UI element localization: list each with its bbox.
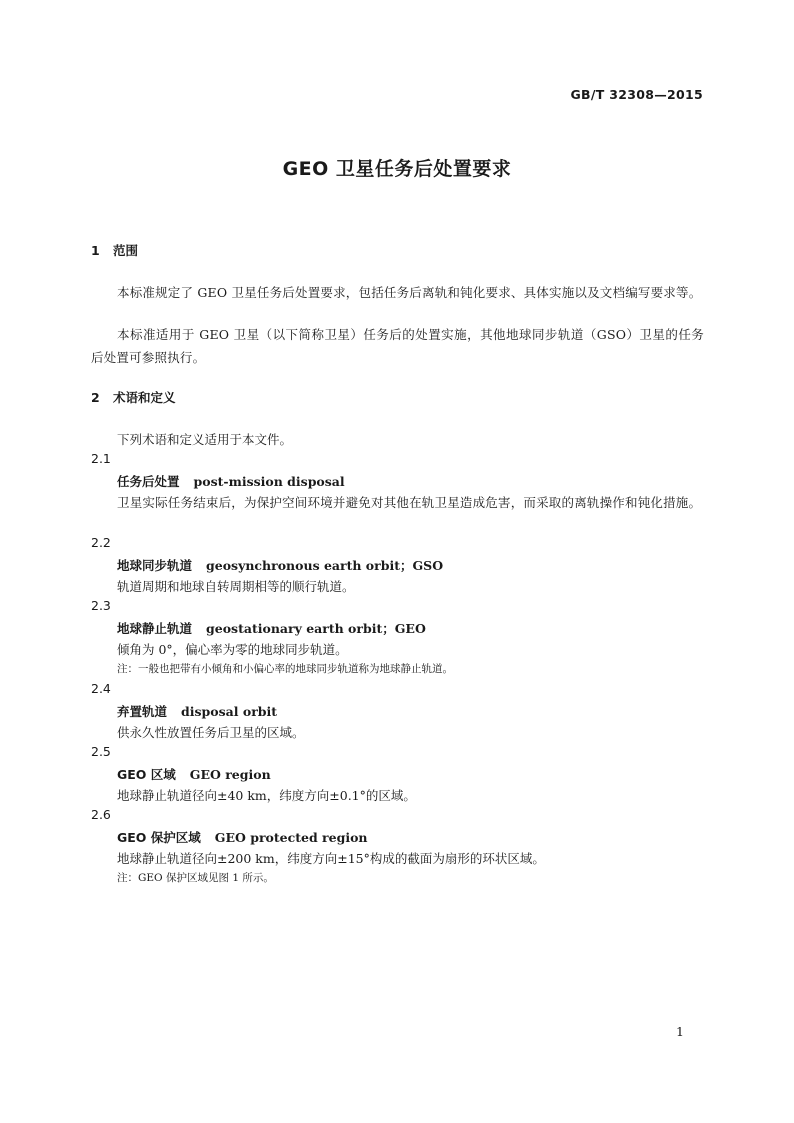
term-2-3-en: geostationary earth orbit；GEO xyxy=(206,621,426,636)
term-2-5-en: GEO region xyxy=(189,767,271,782)
section-2-number: 2 xyxy=(91,390,100,405)
term-2-2-zh: 地球同步轨道 xyxy=(117,558,193,573)
term-2-2-definition: 轨道周期和地球自转周期相等的顺行轨道。 xyxy=(117,579,355,594)
term-2-2-number: 2.2 xyxy=(91,535,111,550)
term-2-5-number: 2.5 xyxy=(91,744,111,759)
term-2-6-en: GEO protected region xyxy=(214,830,368,845)
term-2-4-definition: 供永久性放置任务后卫星的区域。 xyxy=(117,725,305,740)
term-2-6 xyxy=(117,828,368,846)
term-2-1-en: post-mission disposal xyxy=(193,474,345,489)
term-2-6-note: 注：GEO 保护区域见图 1 所示。 xyxy=(117,872,274,884)
term-2-4-zh: 弃置轨道 xyxy=(117,704,168,719)
term-2-1-zh: 任务后处置 xyxy=(117,474,180,489)
term-2-3-definition: 倾角为 0°，偏心率为零的地球同步轨道。 xyxy=(117,642,348,657)
section-1-paragraph-2: 本标准适用于 GEO 卫星（以下简称卫星）任务后的处置实施，其他地球同步轨道（GSO）卫星的任务后处置可参照执行。 xyxy=(91,327,704,365)
section-2-title: 术语和定义 xyxy=(113,390,176,405)
term-2-6-number: 2.6 xyxy=(91,807,111,822)
term-2-3 xyxy=(117,619,426,637)
section-1-paragraph-1: 本标准规定了 GEO 卫星任务后处置要求，包括任务后离轨和钝化要求、具体实施以及文档编写要求等。 xyxy=(117,285,702,300)
section-1-title: 范围 xyxy=(113,243,139,258)
section-1-heading xyxy=(91,241,138,259)
term-2-2 xyxy=(117,556,443,574)
term-2-1-number: 2.1 xyxy=(91,451,111,466)
term-2-1 xyxy=(117,472,345,490)
term-2-6-definition: 地球静止轨道径向±200 km，纬度方向±15°构成的截面为扇形的环状区域。 xyxy=(117,851,545,866)
section-2-heading xyxy=(91,388,176,406)
term-2-6-zh: GEO 保护区域 xyxy=(117,830,201,845)
page-number: 1 xyxy=(676,1024,684,1039)
section-1-number: 1 xyxy=(91,243,100,258)
term-2-3-note: 注：一般也把带有小倾角和小偏心率的地球同步轨道称为地球静止轨道。 xyxy=(117,663,453,675)
term-2-3-zh: 地球静止轨道 xyxy=(117,621,193,636)
term-2-4-number: 2.4 xyxy=(91,681,111,696)
term-2-4-en: disposal orbit xyxy=(181,704,278,719)
term-2-1-definition: 卫星实际任务结束后，为保护空间环境并避免对其他在轨卫星造成危害，而采取的离轨操作和钝化措施。 xyxy=(117,495,702,510)
term-2-5-zh: GEO 区域 xyxy=(117,767,176,782)
term-2-5 xyxy=(117,765,271,783)
term-2-4 xyxy=(117,702,277,720)
document-title: GEO 卫星任务后处置要求 xyxy=(282,158,512,180)
term-2-3-number: 2.3 xyxy=(91,598,111,613)
term-2-2-en: geosynchronous earth orbit；GSO xyxy=(206,558,444,573)
standard-number: GB/T 32308—2015 xyxy=(570,87,703,102)
section-2-intro: 下列术语和定义适用于本文件。 xyxy=(117,432,293,447)
term-2-5-definition: 地球静止轨道径向±40 km，纬度方向±0.1°的区域。 xyxy=(117,788,416,803)
